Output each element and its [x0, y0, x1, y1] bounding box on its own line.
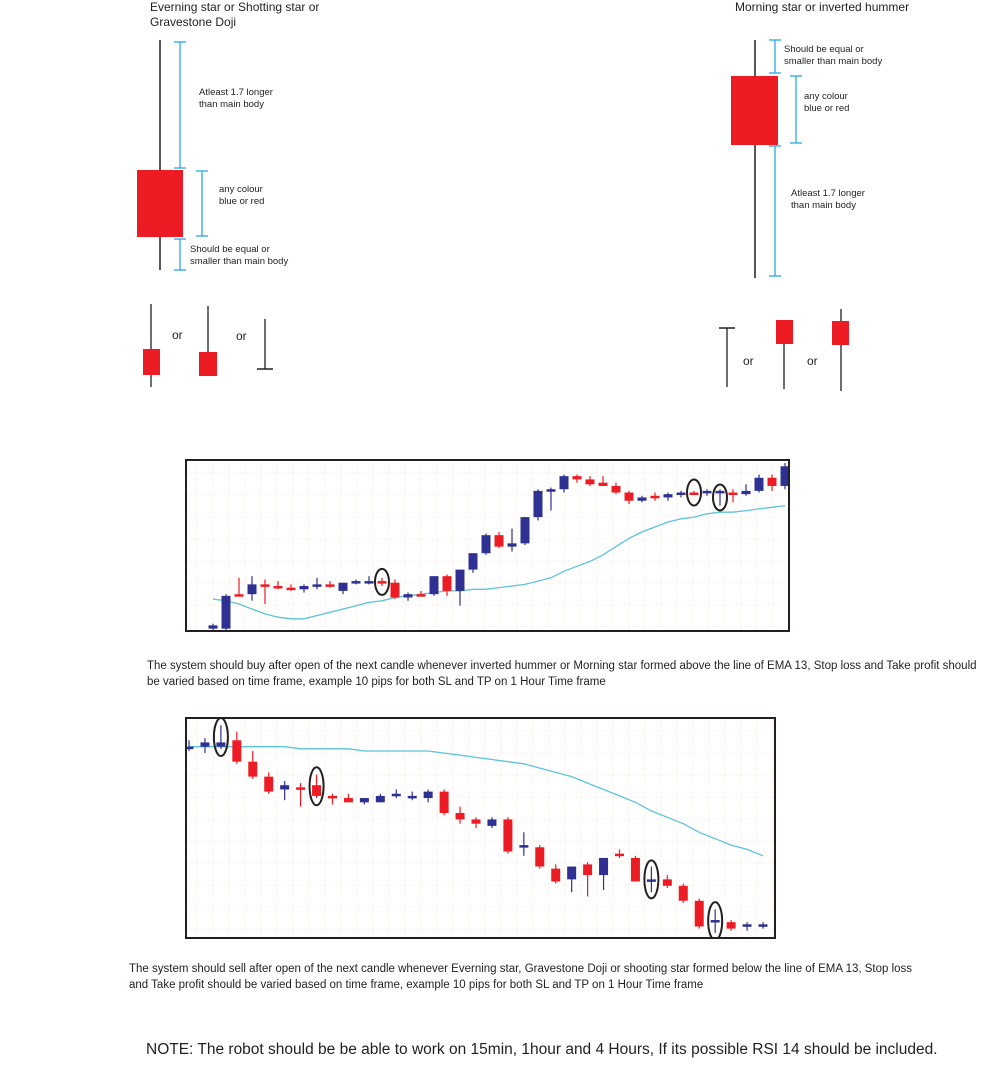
candle-body — [679, 886, 688, 901]
candle-body — [495, 535, 504, 546]
candle-body — [404, 594, 413, 597]
right-body-label-line1: any colour — [804, 91, 848, 102]
candle-body — [417, 594, 426, 597]
left-candle-body — [137, 170, 183, 237]
candle-body — [424, 792, 433, 798]
candle-body — [560, 476, 569, 489]
candle-body — [647, 879, 656, 882]
right-lower-label-line2: than main body — [791, 200, 856, 211]
candle-body — [586, 479, 595, 484]
candle-body — [376, 796, 385, 802]
candle-body — [287, 588, 296, 591]
candle-body — [440, 792, 449, 813]
chart-background — [186, 718, 775, 938]
right-title: Morning star or inverted hummer — [735, 0, 910, 14]
candle-body — [551, 869, 560, 882]
right-candle-body — [731, 76, 778, 145]
candle-body — [755, 478, 764, 491]
candle-body — [690, 493, 699, 496]
candle-body — [456, 570, 465, 591]
candle-body — [469, 553, 478, 569]
left-title-line2: Gravestone Doji — [150, 15, 237, 29]
candle-body — [280, 785, 289, 789]
candle-body — [631, 858, 640, 882]
left-variant-2-body — [199, 352, 217, 376]
left-body-label-line1: any colour — [219, 184, 263, 195]
candle-body — [274, 586, 283, 589]
left-lower-label-line1: Should be equal or — [190, 244, 270, 255]
right-lower-wick-measure — [769, 146, 781, 276]
sell-example-chart — [185, 717, 776, 939]
candle-body — [248, 584, 257, 594]
right-or-1: or — [743, 354, 754, 368]
candle-body — [482, 535, 491, 553]
candle-body — [508, 543, 517, 546]
candle-body — [443, 576, 452, 591]
candle-body — [200, 742, 209, 746]
right-lower-label-line1: Atleast 1.7 longer — [791, 188, 865, 199]
candle-body — [703, 491, 712, 494]
left-body-measure — [196, 171, 208, 236]
candle-body — [344, 798, 353, 802]
candle-body — [729, 493, 738, 496]
candle-body — [430, 576, 439, 594]
left-lower-wick-measure — [174, 239, 186, 270]
candle-body — [503, 819, 512, 851]
sell-description: The system should sell after open of the next candle whenever Everning star, Gravestone Doji or shooting star formed below the line of EMA 13, Stop loss and Take profit should be varied based on time frame, example 10 pips for both SL and TP on 1 Hour Time frame — [129, 963, 913, 991]
right-upper-label-line1: Should be equal or — [784, 44, 864, 55]
left-lower-label-line2: smaller than main body — [190, 256, 289, 267]
candle-body — [535, 847, 544, 866]
buy-description: The system should buy after open of the next candle whenever inverted hummer or Morning star formed above the line of EMA 13, Stop loss and Take profit should be varied based on time frame, example 10 pips for both SL and TP on 1 Hour Time frame — [147, 660, 977, 688]
candle-body — [651, 496, 660, 499]
candle-body — [456, 813, 465, 819]
right-variant-1-body — [776, 320, 793, 344]
candle-body — [248, 762, 257, 777]
left-upper-label-line2: than main body — [199, 99, 264, 110]
candle-body — [365, 581, 374, 584]
candle-body — [313, 584, 322, 587]
candle-body — [352, 581, 361, 584]
right-body-measure — [790, 76, 802, 143]
left-or-1: or — [172, 328, 183, 342]
candle-body — [547, 489, 556, 492]
candle-body — [612, 486, 621, 493]
candle-body — [625, 493, 634, 501]
candle-body — [716, 491, 725, 494]
candle-body — [296, 787, 305, 790]
candle-body — [573, 476, 582, 479]
candle-body — [583, 864, 592, 875]
candle-body — [663, 879, 672, 885]
candle-body — [235, 594, 244, 597]
left-body-label-line2: blue or red — [219, 196, 265, 207]
candle-body — [677, 493, 686, 496]
left-upper-label-line1: Atleast 1.7 longer — [199, 87, 273, 98]
candle-body — [695, 901, 704, 927]
candle-body — [638, 497, 647, 500]
candle-body — [360, 798, 369, 802]
right-upper-wick-measure — [769, 40, 781, 73]
candle-body — [599, 483, 608, 486]
left-variant-1-body — [143, 349, 160, 375]
candle-body — [339, 583, 348, 591]
candle-body — [408, 796, 417, 799]
candle-body — [232, 740, 241, 761]
candle-body — [312, 785, 321, 796]
candle-body — [768, 478, 777, 486]
right-variant-2-body — [832, 321, 849, 345]
candle-body — [759, 924, 768, 927]
candle-body — [664, 494, 673, 497]
candle-body — [264, 777, 273, 792]
candle-body — [615, 854, 624, 857]
candle-body — [378, 581, 387, 584]
candle-body — [519, 845, 528, 848]
right-upper-label-line2: smaller than main body — [784, 56, 883, 67]
candle-body — [261, 584, 270, 587]
candle-body — [487, 819, 496, 825]
candle-body — [521, 517, 530, 543]
candle-body — [326, 584, 335, 587]
candle-body — [743, 924, 752, 927]
right-body-label-line2: blue or red — [804, 103, 850, 114]
candle-body — [567, 867, 576, 880]
left-upper-wick-measure — [174, 42, 186, 168]
candle-body — [209, 625, 218, 628]
candle-body — [534, 491, 543, 517]
candle-body — [222, 596, 231, 629]
left-title-line1: Everning star or Shotting star or — [150, 0, 320, 14]
candle-body — [711, 920, 720, 923]
candle-body — [472, 819, 481, 823]
candle-body — [300, 586, 309, 589]
candle-body — [599, 858, 608, 875]
candle-body — [742, 491, 751, 494]
buy-example-chart — [185, 459, 790, 632]
candle-body — [391, 583, 400, 598]
candle-body — [727, 922, 736, 928]
right-or-2: or — [807, 354, 818, 368]
candle-body — [216, 742, 225, 746]
candle-body — [392, 794, 401, 797]
left-or-2: or — [236, 329, 247, 343]
note-text: NOTE: The robot should be be able to work on 15min, 1hour and 4 Hours, If its possible RSI 14 should be included. — [146, 1041, 938, 1058]
candle-body — [328, 796, 337, 799]
